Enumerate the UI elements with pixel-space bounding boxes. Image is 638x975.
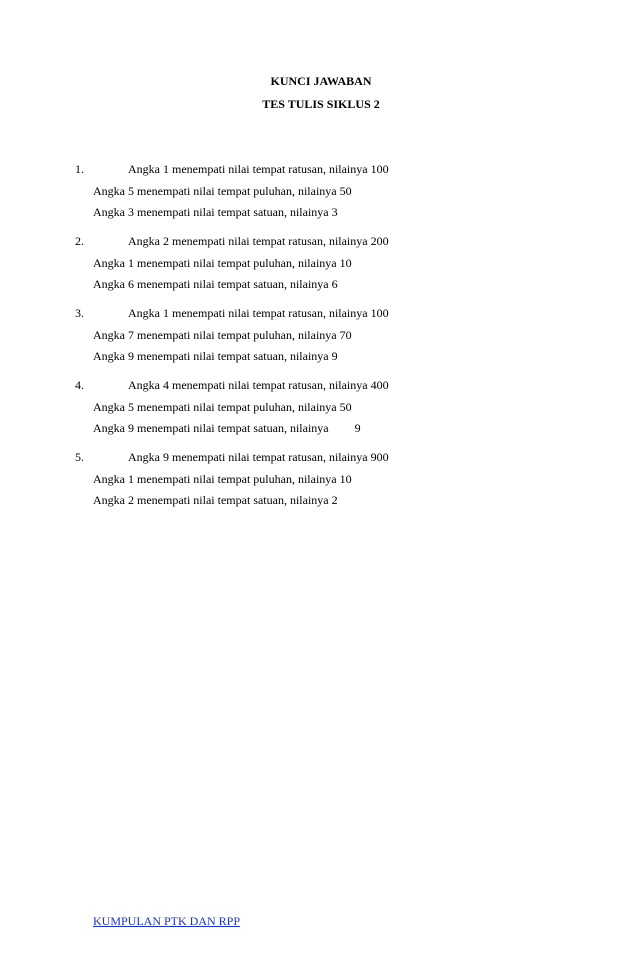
trailing-value: 9 [354, 421, 361, 435]
answer-line: Angka 9 menempati nilai tempat satuan, nilainya 9 [93, 349, 338, 363]
item-number: 4. [75, 378, 84, 392]
page-subtitle: TES TULIS SIKLUS 2 [262, 97, 380, 111]
item-number: 5. [75, 450, 84, 464]
page-title: KUNCI JAWABAN [270, 74, 372, 88]
answer-line: Angka 2 menempati nilai tempat ratusan, nilainya 200 [128, 234, 389, 248]
answer-line: Angka 9 menempati nilai tempat ratusan, nilainya 900 [128, 450, 389, 464]
answer-line: Angka 1 menempati nilai tempat puluhan, nilainya 10 [93, 256, 352, 270]
item-number: 1. [75, 162, 84, 176]
item-number: 3. [75, 306, 84, 320]
answer-line: Angka 6 menempati nilai tempat satuan, nilainya 6 [93, 277, 338, 291]
answer-line: Angka 4 menempati nilai tempat ratusan, nilainya 400 [128, 378, 389, 392]
item-number: 2. [75, 234, 84, 248]
answer-line: Angka 1 menempati nilai tempat puluhan, nilainya 10 [93, 472, 352, 486]
footer-link[interactable]: KUMPULAN PTK DAN RPP [93, 914, 241, 928]
answer-line: Angka 7 menempati nilai tempat puluhan, nilainya 70 [93, 328, 352, 342]
answer-line-text: Angka 9 menempati nilai tempat satuan, nilainya [93, 421, 329, 435]
answer-line: Angka 5 menempati nilai tempat puluhan, nilainya 50 [93, 184, 352, 198]
answer-line: Angka 2 menempati nilai tempat satuan, nilainya 2 [93, 493, 338, 507]
answer-line: Angka 5 menempati nilai tempat puluhan, nilainya 50 [93, 400, 352, 414]
answer-line: Angka 1 menempati nilai tempat ratusan, nilainya 100 [128, 306, 389, 320]
answer-line-with-trailing-value [93, 421, 361, 435]
answer-line: Angka 3 menempati nilai tempat satuan, nilainya 3 [93, 205, 338, 219]
answer-line: Angka 1 menempati nilai tempat ratusan, nilainya 100 [128, 162, 389, 176]
